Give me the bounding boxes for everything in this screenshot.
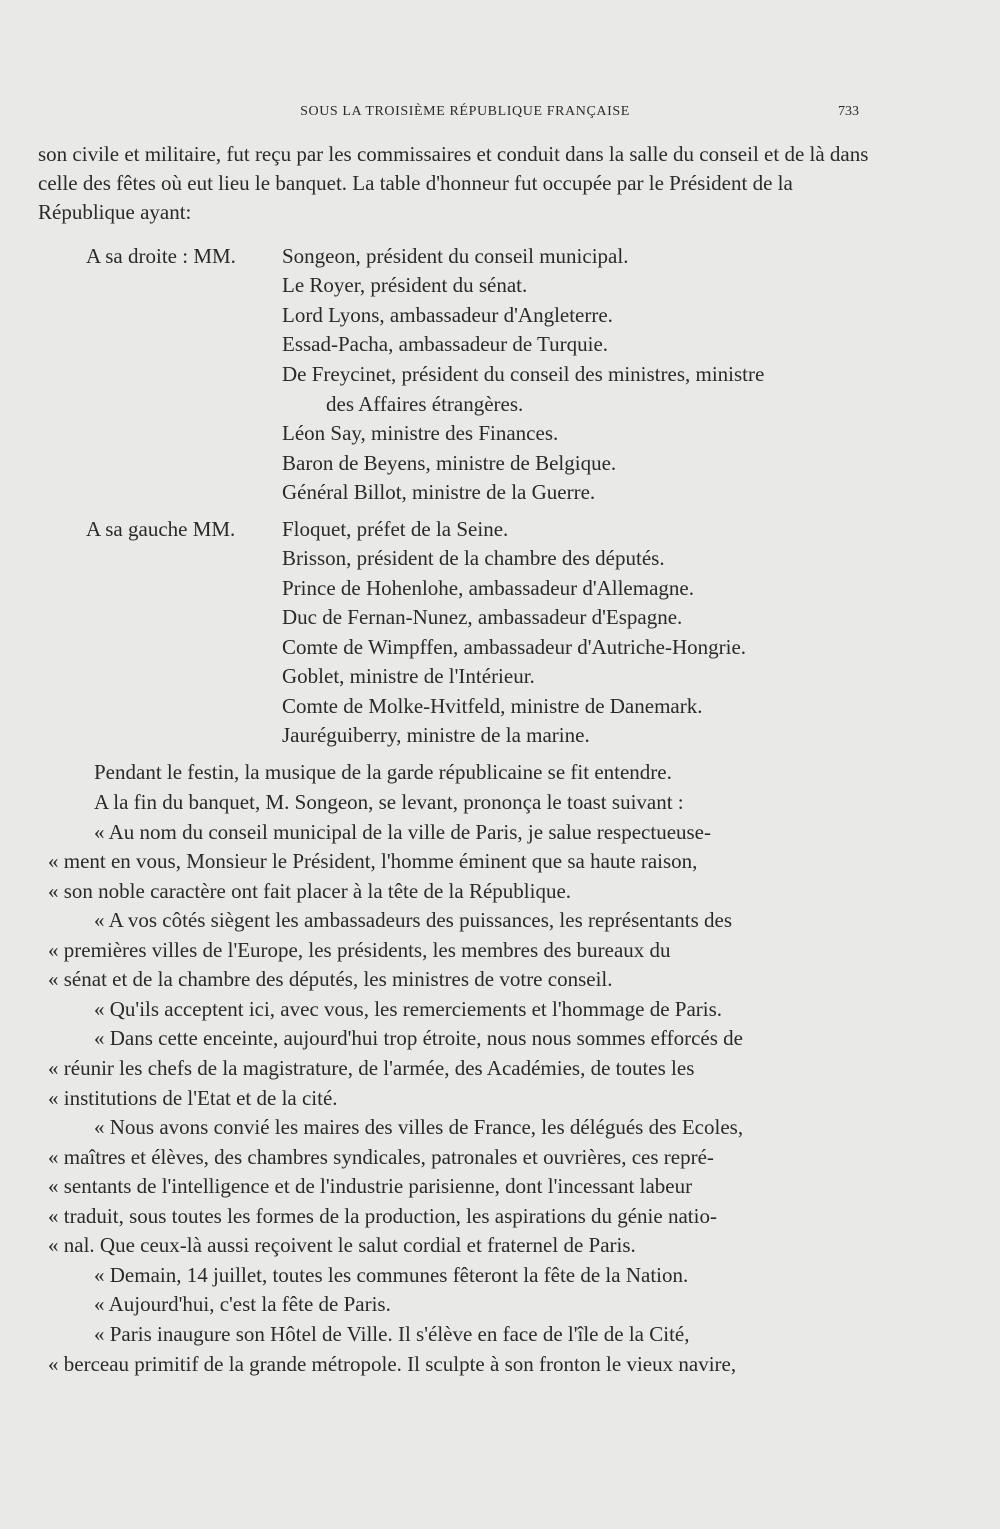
guest-entry: Songeon, président du conseil municipal. xyxy=(282,244,629,268)
guest-entry: Essad-Pacha, ambassadeur de Turquie. xyxy=(282,332,609,356)
guest-entry: Lord Lyons, ambassadeur d'Angleterre. xyxy=(282,303,613,327)
left-side-label: A sa gauche MM. xyxy=(86,517,236,541)
guest-entry: Le Royer, président du sénat. xyxy=(282,273,528,297)
guest-entry: Baron de Beyens, ministre de Belgique. xyxy=(282,451,617,475)
speech-line: « institutions de l'Etat et de la cité. xyxy=(48,1086,338,1110)
speech-line: « Dans cette enceinte, aujourd'hui trop étroite, nous nous sommes efforcés de xyxy=(94,1026,743,1050)
guest-entry: Duc de Fernan-Nunez, ambassadeur d'Espagne. xyxy=(282,605,683,629)
speech-line: « Qu'ils acceptent ici, avec vous, les remerciements et l'hommage de Paris. xyxy=(94,997,723,1021)
guest-entry: Général Billot, ministre de la Guerre. xyxy=(282,480,596,504)
running-title: SOUS LA TROISIÈME RÉPUBLIQUE FRANÇAISE xyxy=(300,104,630,119)
page-number: 733 xyxy=(838,104,859,119)
speech-line: « sénat et de la chambre des députés, les ministres de votre conseil. xyxy=(48,967,613,991)
speech-line: « Nous avons convié les maires des villes de France, les délégués des Ecoles, xyxy=(94,1115,744,1139)
guest-entry: Prince de Hohenlohe, ambassadeur d'Allemagne. xyxy=(282,576,694,600)
speech-line: « nal. Que ceux-là aussi reçoivent le salut cordial et fraternel de Paris. xyxy=(48,1233,636,1257)
guest-entry: Comte de Molke-Hvitfeld, ministre de Danemark. xyxy=(282,694,703,718)
guest-entry-continuation: des Affaires étrangères. xyxy=(326,392,524,416)
speech-line: « réunir les chefs de la magistrature, de l'armée, des Académies, de toutes les xyxy=(48,1056,695,1080)
speech-line: « Aujourd'hui, c'est la fête de Paris. xyxy=(94,1292,391,1316)
guest-entry: De Freycinet, président du conseil des ministres, ministre xyxy=(282,362,765,386)
speech-line: « sentants de l'intelligence et de l'industrie parisienne, dont l'incessant labeur xyxy=(48,1174,693,1198)
guest-entry: Léon Say, ministre des Finances. xyxy=(282,421,559,445)
speech-line: « son noble caractère ont fait placer à la tête de la République. xyxy=(48,879,572,903)
speech-line: « A vos côtés siègent les ambassadeurs des puissances, les représentants des xyxy=(94,908,733,932)
speech-line: « berceau primitif de la grande métropole. Il sculpte à son fronton le vieux navire, xyxy=(48,1352,737,1376)
speech-line: « Demain, 14 juillet, toutes les communes fêteront la fête de la Nation. xyxy=(94,1263,689,1287)
speech-line: « maîtres et élèves, des chambres syndicales, patronales et ouvrières, ces repré- xyxy=(48,1145,714,1169)
guest-entry: Floquet, préfet de la Seine. xyxy=(282,517,509,541)
narrative-line: Pendant le festin, la musique de la garde républicaine se fit entendre. xyxy=(94,760,672,784)
guest-entry: Brisson, président de la chambre des députés. xyxy=(282,546,665,570)
intro-paragraph: son civile et militaire, fut reçu par les commissaires et conduit dans la salle du conseil et de là dans celle des fêtes où eut lieu le banquet. La table d'honneur fut occupée par le Président de la République ayant: xyxy=(38,142,869,224)
speech-line: « Au nom du conseil municipal de la ville de Paris, je salue respectueuse- xyxy=(94,820,711,844)
guest-entry: Goblet, ministre de l'Intérieur. xyxy=(282,664,535,688)
right-side-label: A sa droite : MM. xyxy=(86,244,236,268)
speech-line: « traduit, sous toutes les formes de la production, les aspirations du génie natio- xyxy=(48,1204,717,1228)
speech-line: « ment en vous, Monsieur le Président, l'homme éminent que sa haute raison, xyxy=(48,849,698,873)
speech-line: « premières villes de l'Europe, les présidents, les membres des bureaux du xyxy=(48,938,671,962)
narrative-line: A la fin du banquet, M. Songeon, se levant, prononça le toast suivant : xyxy=(94,790,684,814)
guest-entry: Comte de Wimpffen, ambassadeur d'Autriche-Hongrie. xyxy=(282,635,747,659)
guest-entry: Jauréguiberry, ministre de la marine. xyxy=(282,723,590,747)
speech-line: « Paris inaugure son Hôtel de Ville. Il s'élève en face de l'île de la Cité, xyxy=(94,1322,690,1346)
